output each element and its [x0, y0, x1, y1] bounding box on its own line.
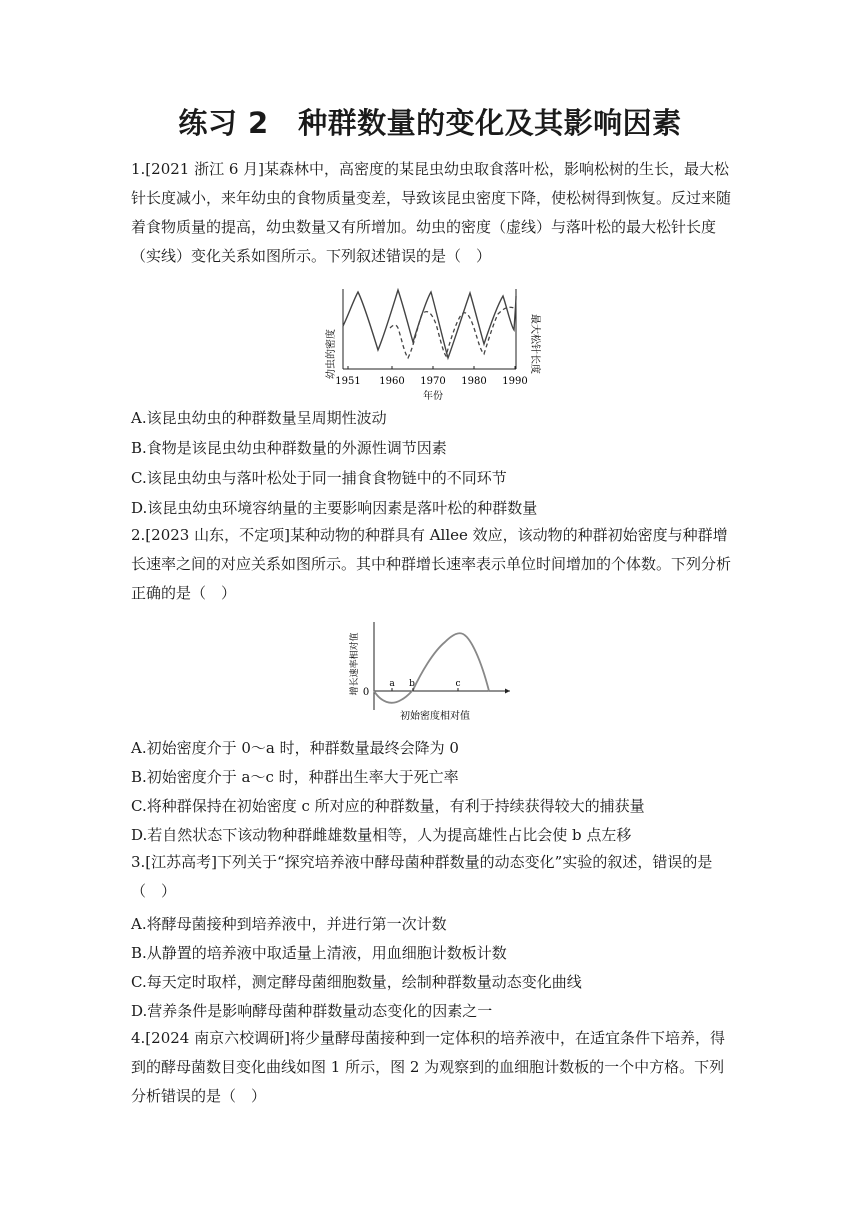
question-1-option-d: D.该昆虫幼虫环境容纳量的主要影响因素是落叶松的种群数量	[131, 499, 538, 517]
figure-1-chart	[318, 284, 548, 404]
figure-2-point-c: c	[455, 679, 461, 689]
figure-1-xtick: 1951	[335, 376, 361, 387]
figure-1-ylabel-left: 幼虫的密度	[326, 329, 337, 379]
figure-1-dashed-line	[390, 307, 514, 358]
figure-2-point-b: b	[409, 679, 415, 689]
question-2-stem: 2.[2023 山东，不定项]某种动物的种群具有 Allee 效应，该动物的种群初始密度与种群增长速率之间的对应关系如图所示。其中种群增长速率表示单位时间增加的个体数。下列分析正确的是（ ）	[131, 526, 732, 602]
question-2-option-d: D.若自然状态下该动物种群雌雄数量相等，人为提高雄性占比会使 b 点左移	[131, 826, 632, 844]
figure-2-ylabel: 增长速率相对值	[350, 632, 360, 696]
question-3-option-c: C.每天定时取样，测定酵母菌细胞数量，绘制种群数量动态变化曲线	[131, 973, 582, 991]
figure-1-xtick: 1960	[379, 376, 405, 387]
question-3-stem: 3.[江苏高考]下列关于“探究培养液中酵母菌种群数量的动态变化”实验的叙述，错误的是（ ）	[131, 853, 713, 900]
question-1-option-b: B.食物是该昆虫幼虫种群数量的外源性调节因素	[131, 439, 447, 457]
question-4-stem: 4.[2024 南京六校调研]将少量酵母菌接种到一定体积的培养液中，在适宜条件下培养，得到的酵母菌数目变化曲线如图 1 所示，图 2 为观察到的血细胞计数板的一个中方格。下列分析错误的是（ ）	[131, 1029, 725, 1105]
figure-2-curve	[374, 633, 489, 703]
question-2-option-b: B.初始密度介于 a～c 时，种群出生率大于死亡率	[131, 768, 459, 786]
figure-2-point-a: a	[389, 679, 395, 689]
figure-2-chart	[345, 618, 520, 726]
figure-2-origin: 0	[362, 687, 370, 698]
figure-1-xtick: 1970	[420, 376, 446, 387]
question-2-option-c: C.将种群保持在初始密度 c 所对应的种群数量，有利于持续获得较大的捕获量	[131, 797, 645, 815]
page-title: 练习 2 种群数量的变化及其影响因素	[178, 106, 682, 140]
question-1-option-c: C.该昆虫幼虫与落叶松处于同一捕食食物链中的不同环节	[131, 469, 507, 487]
figure-1-xtick: 1990	[502, 376, 528, 387]
figure-1-solid-line	[343, 290, 516, 358]
figure-2-xlabel: 初始密度相对值	[400, 711, 470, 722]
question-2-option-a: A.初始密度介于 0～a 时，种群数量最终会降为 0	[131, 739, 459, 757]
figure-1-xlabel: 年份	[423, 391, 443, 402]
question-1-stem: 1.[2021 浙江 6 月]某森林中，高密度的某昆虫幼虫取食落叶松，影响松树的生长，最大松针长度减小，来年幼虫的食物质量变差，导致该昆虫密度下降，使松树得到恢复。反过来随着食物质量的提高，幼虫数量又有所增加。幼虫的密度（虚线）与落叶松的最大松针长度（实线）变化关系如图所示。下列叙述错误的是（ ）	[131, 160, 732, 265]
question-3-option-d: D.营养条件是影响酵母菌种群数量动态变化的因素之一	[131, 1002, 493, 1020]
figure-1-xtick: 1980	[461, 376, 487, 387]
figure-1-ylabel-right: 最大松针长度	[529, 314, 540, 374]
question-3-option-b: B.从静置的培养液中取适量上清液，用血细胞计数板计数	[131, 944, 507, 962]
question-3-option-a: A.将酵母菌接种到培养液中，并进行第一次计数	[131, 915, 447, 933]
question-1-option-a: A.该昆虫幼虫的种群数量呈周期性波动	[131, 409, 387, 427]
